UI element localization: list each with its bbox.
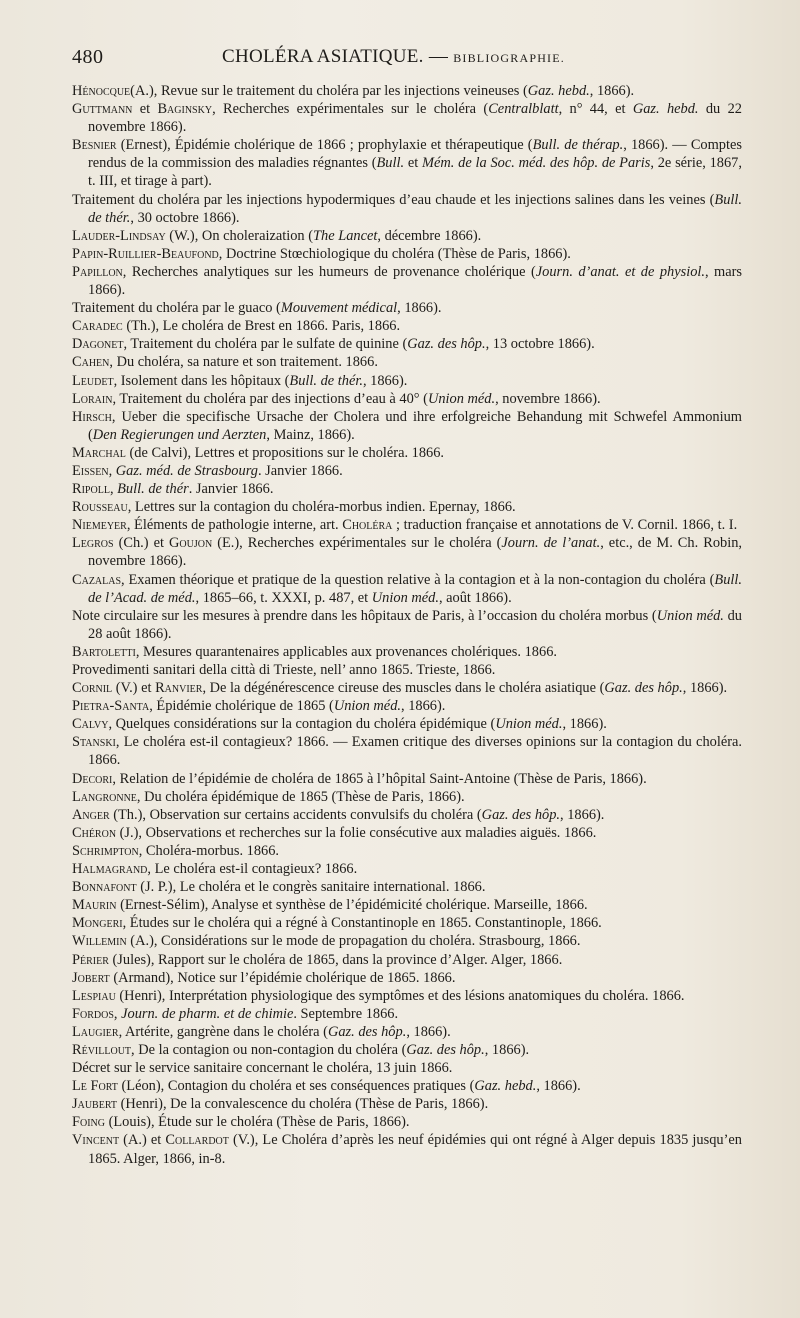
entry-author: Choléra <box>342 517 393 534</box>
bibliography-entry <box>72 733 742 769</box>
bibliography-entry <box>72 408 742 444</box>
bibliography-entry <box>72 661 742 679</box>
bibliography-entry <box>72 1005 742 1023</box>
entry-text: (Ch.) et <box>113 535 169 552</box>
entry-author: Mongeri <box>72 915 123 932</box>
entry-text: , 30 octobre 1866). <box>130 209 240 226</box>
bibliography-entry <box>72 679 742 697</box>
entry-journal: Gaz. hebd. <box>474 1078 537 1095</box>
entry-journal: Journ. d’anat. et de physiol. <box>535 263 705 280</box>
entry-text: , décembre 1866). <box>377 227 482 244</box>
bibliography-entry <box>72 227 742 245</box>
entry-author: Stanski <box>72 734 116 751</box>
entry-author: Eissen <box>72 462 109 479</box>
entry-text: , 1865–66, t. XXXI, p. 487, et <box>195 589 372 606</box>
entry-text: (J.), Observations et recherches sur la folie consécutive aux maladies aiguës. 1866. <box>116 824 597 841</box>
entry-text: . Septembre 1866. <box>293 1005 399 1022</box>
bibliography-entry <box>72 299 742 317</box>
entry-author: Ripoll <box>72 481 110 498</box>
entry-text: , 1866). <box>406 1023 451 1040</box>
entry-text: , Artérite, gangrène dans le choléra ( <box>118 1023 328 1040</box>
entry-text: , Du choléra épidémique de 1865 (Thèse de Paris, 1866). <box>136 788 465 805</box>
bibliography-entry <box>72 100 742 136</box>
entry-text: , Du choléra, sa nature et son traitement. 1866. <box>109 354 378 371</box>
bibliography-entry <box>72 534 742 570</box>
bibliography-entry <box>72 317 742 335</box>
entry-journal: Gaz. des hôp. <box>481 806 561 823</box>
entry-text: , 1866). <box>397 300 442 317</box>
entry-text: Traitement du choléra par le guaco ( <box>72 300 281 317</box>
entry-text: , 13 octobre 1866). <box>485 336 595 353</box>
entry-text: (A.) et <box>119 1132 166 1149</box>
entry-author: Vincent <box>72 1132 120 1149</box>
entry-author: Cornil <box>72 680 113 697</box>
bibliography-entry <box>72 842 742 860</box>
bibliography-entry <box>72 806 742 824</box>
entry-author: Pietra-Santa <box>72 698 150 715</box>
entry-text: , Doctrine Stœchiologique du choléra (Thèse de Paris, 1866). <box>218 245 571 262</box>
entry-text: , Éléments de pathologie interne, art. <box>126 517 343 534</box>
entry-author: Schrimpton <box>72 842 139 859</box>
entry-text: et <box>132 101 158 118</box>
entry-author: Cazalas <box>72 571 122 588</box>
entry-text: (Armand), Notice sur l’épidémie cholérique de 1865. 1866. <box>109 969 456 986</box>
entry-journal: Union méd. <box>656 607 724 624</box>
bibliography-entry <box>72 462 742 480</box>
entry-text: , Traitement du choléra par des injections d’eau à 40° ( <box>112 390 428 407</box>
entry-text: , Quelques considérations sur la contagion du choléra épidémique ( <box>108 716 496 733</box>
entry-text: (E.), Recherches expérimentales sur le choléra ( <box>212 535 502 552</box>
bibliography-entry <box>72 1131 742 1167</box>
entry-text: , 1866). <box>682 680 728 697</box>
entry-text: , novembre 1866). <box>495 390 601 407</box>
entry-author: Laugier <box>72 1023 119 1040</box>
entry-journal: Gaz. hebd. <box>527 83 590 99</box>
entry-author: Ranvier <box>155 680 203 697</box>
bibliography-list <box>72 82 742 1168</box>
entry-text: , <box>109 481 118 498</box>
entry-author: Niemeyer <box>72 517 127 534</box>
entry-text: , 1866). <box>484 1041 530 1058</box>
entry-text: , Le choléra est-il contagieux? 1866. — Examen critique des diverses opinions sur la contagion du choléra. 1866. <box>88 734 742 769</box>
entry-text: (W.), On choleraization ( <box>165 227 314 244</box>
entry-journal: Centralblatt <box>488 101 559 118</box>
entry-text: (V.) et <box>112 680 156 697</box>
entry-author: Bonnafont <box>72 879 137 896</box>
entry-author: Langronne <box>72 788 137 805</box>
entry-text: (Henri), De la convalescence du choléra (Thèse de Paris, 1866). <box>117 1096 489 1113</box>
entry-text: , mars 1866). <box>88 263 742 299</box>
bibliography-entry <box>72 932 742 950</box>
title-separator: — <box>428 46 449 67</box>
entry-journal: Union méd. <box>495 716 563 733</box>
bibliography-entry <box>72 480 742 498</box>
entry-text: et <box>404 155 423 172</box>
bibliography-entry <box>72 245 742 263</box>
entry-journal: Gaz. des hôp. <box>407 336 486 353</box>
entry-author: Halmagrand <box>72 861 148 878</box>
bibliography-entry <box>72 390 742 408</box>
bibliography-entry <box>72 516 742 534</box>
entry-text: (V.), Le Choléra d’après les neuf épidémies qui ont régné à Alger depuis 1835 jusqu’en 1865. Alger, 1866, in-8. <box>88 1132 742 1167</box>
entry-author: Foing <box>72 1114 105 1131</box>
entry-author: Calvy <box>72 716 109 733</box>
entry-author: Jobert <box>72 969 110 986</box>
bibliography-entry <box>72 353 742 371</box>
bibliography-entry <box>72 969 742 987</box>
entry-text: , Examen théorique et pratique de la question relative à la contagion et à la non-contagion du choléra ( <box>121 571 715 588</box>
entry-author: Willemin <box>72 933 127 950</box>
entry-author: Jaubert <box>72 1096 117 1113</box>
entry-author: Lorain <box>72 390 113 407</box>
bibliography-entry <box>72 607 742 643</box>
entry-text: (A.), Revue sur le traitement du choléra par les injections veineuses ( <box>130 83 528 99</box>
entry-text: , De la dégénérescence cireuse des muscles dans le choléra asiatique ( <box>202 680 605 697</box>
entry-journal: Bull. de thér <box>117 481 189 498</box>
entry-journal: Union méd. <box>371 589 439 606</box>
entry-text: , 1866). <box>560 806 605 823</box>
entry-text: ; traduction française et annotations de V. Cornil. 1866, t. I. <box>392 517 738 534</box>
entry-journal: Den Regierungen und Aerzten <box>92 426 267 443</box>
entry-text: du 22 novembre 1866). <box>88 101 742 136</box>
entry-journal: Bull. de thér. <box>289 372 363 389</box>
entry-text: , etc., de M. Ch. Robin, novembre 1866). <box>88 535 742 570</box>
entry-journal: Union méd. <box>333 698 401 715</box>
bibliography-entry <box>72 987 742 1005</box>
entry-text: , Relation de l’épidémie de choléra de 1865 à l’hôpital Saint-Antoine (Thèse de Paris, 1866). <box>112 770 647 787</box>
entry-text: (Jules), Rapport sur le choléra de 1865, dans la province d’Alger. Alger, 1866. <box>108 951 563 968</box>
entry-text: , 1866). <box>401 698 446 715</box>
running-header <box>72 46 740 76</box>
entry-text: (Ernest), Épidémie cholérique de 1866 ; prophylaxie et thérapeutique ( <box>116 137 533 154</box>
entry-author: Papillon <box>72 263 123 280</box>
entry-author: Papin-Ruillier-Beaufond <box>72 245 219 262</box>
entry-text: (Ernest-Sélim), Analyse et synthèse de l’épidémicité cholérique. Marseille, 1866. <box>116 897 588 914</box>
entry-author: Révillout <box>72 1041 132 1058</box>
entry-journal: The Lancet <box>313 227 378 244</box>
entry-journal: Mém. de la Soc. méd. des hôp. de Paris <box>422 155 651 172</box>
bibliography-entry <box>72 571 742 607</box>
entry-author: Cahen <box>72 354 110 371</box>
entry-journal: Gaz. des hôp. <box>406 1041 485 1058</box>
entry-journal: Gaz. des hôp. <box>327 1023 407 1040</box>
entry-text: , Mainz, 1866). <box>266 426 355 443</box>
entry-author: Legros <box>72 535 114 552</box>
bibliography-entry <box>72 824 742 842</box>
entry-text: , Traitement du choléra par le sulfate de quinine ( <box>123 336 408 353</box>
entry-author: Anger <box>72 806 110 823</box>
bibliography-entry <box>72 263 742 299</box>
bibliography-entry <box>72 878 742 896</box>
entry-text: , 1866). <box>536 1078 581 1095</box>
entry-text: , Le choléra est-il contagieux? 1866. <box>147 861 358 878</box>
bibliography-entry <box>72 1095 742 1113</box>
page-number: 480 <box>72 46 104 68</box>
entry-author: Guttmann <box>72 101 133 118</box>
bibliography-entry <box>72 1041 742 1059</box>
bibliography-entry <box>72 860 742 878</box>
section-name: BIBLIOGRAPHIE. <box>453 51 565 65</box>
entry-author: Besnier <box>72 137 117 154</box>
entry-text: . Janvier 1866. <box>257 462 343 479</box>
entry-author: Marchal <box>72 444 126 461</box>
entry-text: (J. P.), Le choléra et le congrès sanitaire international. 1866. <box>136 879 486 896</box>
entry-journal: Journ. de pharm. et de chimie <box>121 1005 294 1022</box>
entry-author: Périer <box>72 951 109 968</box>
entry-text: , Choléra-morbus. 1866. <box>138 842 280 859</box>
bibliography-entry <box>72 643 742 661</box>
entry-journal: Gaz. hebd. <box>632 101 699 118</box>
entry-author: Dagonet <box>72 336 124 353</box>
bibliography-entry <box>72 191 742 227</box>
bibliography-entry <box>72 1077 742 1095</box>
entry-text: (Th.), Le choléra de Brest en 1866. Paris, 1866. <box>122 318 401 335</box>
bibliography-entry <box>72 1113 742 1131</box>
entry-author: Lespiau <box>72 987 116 1004</box>
entry-author: Collardot <box>165 1132 229 1149</box>
bibliography-entry <box>72 1059 742 1077</box>
entry-text: , <box>113 1005 122 1022</box>
bibliography-entry <box>72 697 742 715</box>
entry-text: Note circulaire sur les mesures à prendre dans les hôpitaux de Paris, à l’occasion du choléra morbus ( <box>72 607 657 624</box>
entry-text: , <box>108 462 116 479</box>
entry-author: Goujon <box>169 535 213 552</box>
entry-text: , août 1866). <box>438 589 512 606</box>
entry-text: , 1866). — Comptes rendus de la commission des maladies régnantes ( <box>88 137 742 172</box>
entry-text: , 1866). <box>362 372 408 389</box>
entry-journal: Union méd. <box>427 390 496 407</box>
entry-text: , 2e série, 1867, t. III, et tirage à part). <box>88 155 742 190</box>
entry-author: Le Fort <box>72 1078 118 1095</box>
entry-text: , Études sur le choléra qui a régné à Constantinople en 1865. Constantinople, 1866. <box>122 915 602 932</box>
entry-text: Provedimenti sanitari della città di Trieste, nell’ anno 1865. Trieste, 1866. <box>72 662 496 678</box>
entry-text: , De la contagion ou non-contagion du choléra ( <box>131 1041 407 1058</box>
bibliography-entry <box>72 498 742 516</box>
entry-text: du 28 août 1866). <box>88 607 742 642</box>
entry-text: , Épidémie cholérique de 1865 ( <box>149 698 334 715</box>
entry-journal: Bull. de thér. <box>88 191 742 226</box>
entry-text: , 1866). <box>589 83 635 99</box>
entry-text: (Henri), Interprétation physiologique des symptômes et des lésions anatomiques du choléra. 1866. <box>115 987 685 1004</box>
entry-text: (Léon), Contagion du choléra et ses conséquences pratiques ( <box>117 1078 475 1095</box>
entry-text: . Janvier 1866. <box>188 481 274 498</box>
entry-text: , Isolement dans les hôpitaux ( <box>113 372 290 389</box>
entry-journal: Mouvement médical <box>280 300 398 317</box>
bibliography-entry <box>72 335 742 353</box>
entry-text: Traitement du choléra par les injections hypodermiques d’eau chaude et les injections salines dans les veines ( <box>72 191 715 208</box>
entry-author: Maurin <box>72 897 117 914</box>
bibliography-entry <box>72 1023 742 1041</box>
entry-journal: Journ. de l’anat. <box>501 535 601 552</box>
bibliography-entry <box>72 82 742 100</box>
bibliography-entry <box>72 896 742 914</box>
entry-author: Hénocque <box>72 83 131 99</box>
entry-author: Baginsky <box>157 101 213 118</box>
bibliography-entry <box>72 788 742 806</box>
entry-text: (Th.), Observation sur certains accidents convulsifs du choléra ( <box>109 806 482 823</box>
entry-text: , Ueber die specifische Ursache der Cholera und ihre erfolgreiche Behandung mit Schwefel Ammonium ( <box>88 408 742 443</box>
running-title-text: CHOLÉRA ASIATIQUE. <box>222 46 424 67</box>
entry-text: (A.), Considérations sur le mode de propagation du choléra. Strasbourg, 1866. <box>126 933 581 950</box>
entry-author: Hirsch <box>72 408 112 425</box>
running-title <box>222 46 565 68</box>
entry-journal: Bull. de l’Acad. de méd. <box>88 571 742 606</box>
entry-text: , Recherches analytiques sur les humeurs de provenance cholérique ( <box>122 263 536 280</box>
entry-text: (de Calvi), Lettres et propositions sur le choléra. 1866. <box>125 444 445 461</box>
entry-text: Décret sur le service sanitaire concernant le choléra, 13 juin 1866. <box>72 1060 453 1077</box>
entry-author: Chéron <box>72 824 117 841</box>
entry-journal: Gaz. méd. de Strasbourg <box>115 462 258 479</box>
bibliography-entry <box>72 372 742 390</box>
entry-text: , Lettres sur la contagion du choléra-morbus indien. Epernay, 1866. <box>127 499 516 516</box>
entry-author: Rousseau <box>72 499 128 516</box>
entry-author: Bartoletti <box>72 643 136 660</box>
entry-author: Decori <box>72 770 113 787</box>
bibliography-entry <box>72 770 742 788</box>
entry-text: , Mesures quarantenaires applicables aux provenances cholériques. 1866. <box>135 643 557 660</box>
entry-journal: Bull. <box>376 155 405 172</box>
entry-text: (Louis), Étude sur le choléra (Thèse de Paris, 1866). <box>105 1114 410 1131</box>
bibliography-entry <box>72 715 742 733</box>
bibliography-entry <box>72 444 742 462</box>
entry-author: Lauder-Lindsay <box>72 227 166 244</box>
entry-text: , n° 44, et <box>558 101 633 118</box>
entry-text: , 1866). <box>562 716 607 733</box>
entry-journal: Bull. de thérap. <box>532 137 624 154</box>
entry-journal: Gaz. des hôp. <box>604 680 683 697</box>
bibliography-entry <box>72 951 742 969</box>
entry-author: Caradec <box>72 318 123 335</box>
entry-author: Leudet <box>72 372 114 389</box>
bibliography-entry <box>72 136 742 190</box>
bibliography-entry <box>72 914 742 932</box>
entry-author: Fordos <box>72 1005 114 1022</box>
entry-text: , Recherches expérimentales sur le choléra ( <box>212 101 489 118</box>
